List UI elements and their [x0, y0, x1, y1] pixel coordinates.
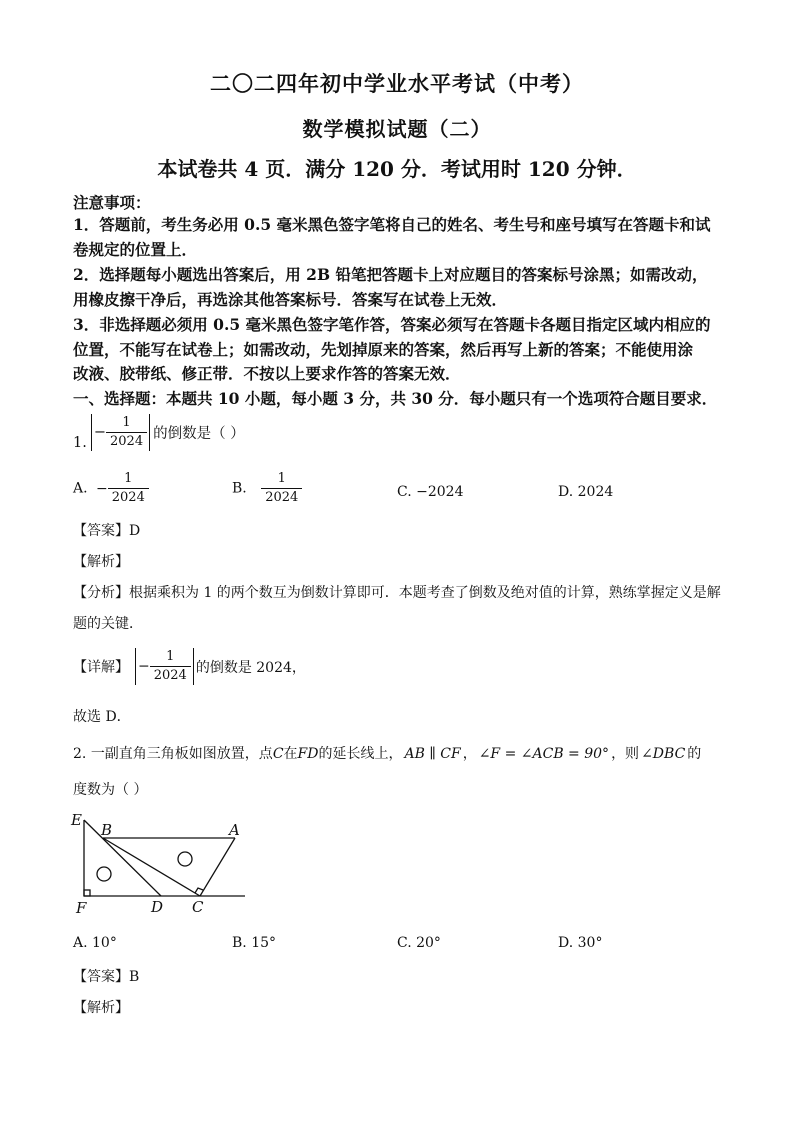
right-angle-mark-f: [84, 890, 90, 896]
label-f: F: [76, 899, 87, 917]
angle-condition: ∠F = ∠ACB = 90°: [478, 746, 610, 762]
q1-conclusion: 故选 D．: [73, 709, 131, 725]
fraction-numerator: 1: [166, 649, 175, 664]
fraction: [261, 470, 302, 507]
stem-text: 一副直角三角板如图放置，点: [90, 746, 273, 762]
q1-answer: [73, 520, 140, 540]
minus-sign: −: [138, 658, 150, 675]
answer-value: B: [129, 969, 140, 985]
notice-item-3-line-3: 改液、胶带纸、修正带．不按以上要求作答的答案无效．: [73, 364, 461, 383]
notice-item-1-line-1: 1．答题前，考生务必用 0.5 毫米黑色签字笔将自己的姓名、考生号和座号填写在答题卡和试: [73, 215, 711, 234]
q2-option-b: B. 15°: [232, 935, 277, 951]
q1-fenxi-line-1: [73, 582, 721, 602]
fraction: [108, 470, 149, 507]
triangle-hole: [178, 852, 192, 866]
question-2-stem-line-2: 度数为（ ）: [73, 782, 148, 798]
fraction-denominator: 2024: [108, 488, 149, 507]
notice-item-1-line-2: 卷规定的位置上．: [73, 240, 198, 259]
stem-text: ，则: [611, 746, 640, 762]
answer-tag: 【答案】: [73, 969, 129, 985]
q1-option-b: [232, 470, 302, 507]
label-b: B: [101, 821, 113, 839]
stem-text: 在: [283, 746, 298, 762]
question-1-stem: [73, 414, 245, 451]
fraction: [106, 414, 147, 451]
fraction: [150, 648, 191, 685]
point-c: C: [272, 746, 284, 762]
parallel-condition: AB ∥ CF: [404, 746, 461, 762]
fenxi-tag: 【分析】: [73, 585, 129, 601]
label-c: C: [192, 898, 204, 916]
absolute-value-expression: [91, 414, 150, 451]
label-e: E: [71, 811, 82, 829]
minus-sign: −: [96, 480, 108, 497]
q2-option-d: D. 30°: [558, 935, 603, 951]
notice-item-2-line-2: 用橡皮擦干净后，再选涂其他答案标号．答案写在试卷上无效．: [73, 290, 508, 309]
fraction-numerator: 1: [124, 471, 133, 486]
stem-text: 的: [687, 746, 702, 762]
fraction-numerator: 1: [122, 415, 131, 430]
fraction-numerator: 1: [277, 471, 286, 486]
question-number: 2.: [73, 746, 87, 762]
answer-value: D: [129, 523, 141, 539]
q1-option-d: D. 2024: [558, 484, 614, 500]
section-1-heading: 一、选择题：本题共 10 小题，每小题 3 分，共 30 分．每小题只有一个选项符合题目要求．: [73, 389, 718, 408]
triangle-hole: [97, 867, 111, 881]
q2-analysis-tag: 【解析】: [73, 1000, 129, 1016]
q1-option-c: C. −2024: [397, 484, 464, 500]
notice-heading: 注意事项：: [73, 193, 151, 212]
segment-fd: FD: [297, 746, 319, 762]
exam-info: 本试卷共 4 页．满分 120 分．考试用时 120 分钟．: [157, 157, 637, 181]
question-1-stem-tail: 的倒数是（ ）: [153, 426, 245, 442]
stem-text: ，: [462, 746, 477, 762]
label-d: D: [151, 898, 164, 916]
notice-item-3-line-2: 位置，不能写在试卷上；如需改动，先划掉原来的答案，然后再写上新的答案；不能使用涂: [73, 340, 694, 359]
line-ed: [84, 820, 161, 896]
line-ac: [200, 838, 235, 896]
label-a: A: [229, 821, 240, 839]
fraction-denominator: 2024: [261, 488, 302, 507]
notice-item-2-line-1: 2．选择题每小题选出答案后，用 2B 铅笔把答题卡上对应题目的答案标号涂黑；如需改动，: [73, 265, 708, 284]
option-label: A.: [73, 480, 88, 497]
question-number: 1.: [73, 435, 87, 451]
angle-dbc: ∠DBC: [641, 746, 686, 762]
q1-option-a: [73, 470, 149, 507]
answer-tag: 【答案】: [73, 523, 129, 539]
detail-text: 的倒数是 2024，: [195, 659, 306, 676]
stem-text: 的延长线上，: [318, 746, 403, 762]
q1-fenxi-line-2: 题的关键．: [73, 616, 143, 632]
notice-item-3-line-1: 3．非选择题必须用 0.5 毫米黑色签字笔作答，答案必须写在答题卡各题目指定区域内相应的: [73, 315, 711, 334]
fraction-denominator: 2024: [150, 666, 191, 685]
fenxi-text: 根据乘积为 1 的两个数互为倒数计算即可．本题考查了倒数及绝对值的计算，熟练掌握定义是解: [129, 585, 721, 601]
option-label: B.: [232, 480, 247, 497]
q1-analysis-tag: 【解析】: [73, 554, 129, 570]
fraction-denominator: 2024: [106, 432, 147, 451]
exam-subtitle: 数学模拟试题（二）: [302, 117, 492, 141]
detail-tag: 【详解】: [73, 659, 129, 676]
question-2-stem-line-1: [73, 743, 701, 763]
exam-title: 二〇二四年初中学业水平考试（中考）: [210, 71, 584, 96]
absolute-value-expression: [135, 648, 194, 685]
minus-sign: −: [93, 424, 106, 441]
q2-option-c: C. 20°: [397, 935, 441, 951]
q2-option-a: A. 10°: [73, 935, 117, 951]
q1-detail: [73, 648, 306, 685]
q2-answer: [73, 966, 139, 986]
triangle-figure: [65, 808, 255, 920]
